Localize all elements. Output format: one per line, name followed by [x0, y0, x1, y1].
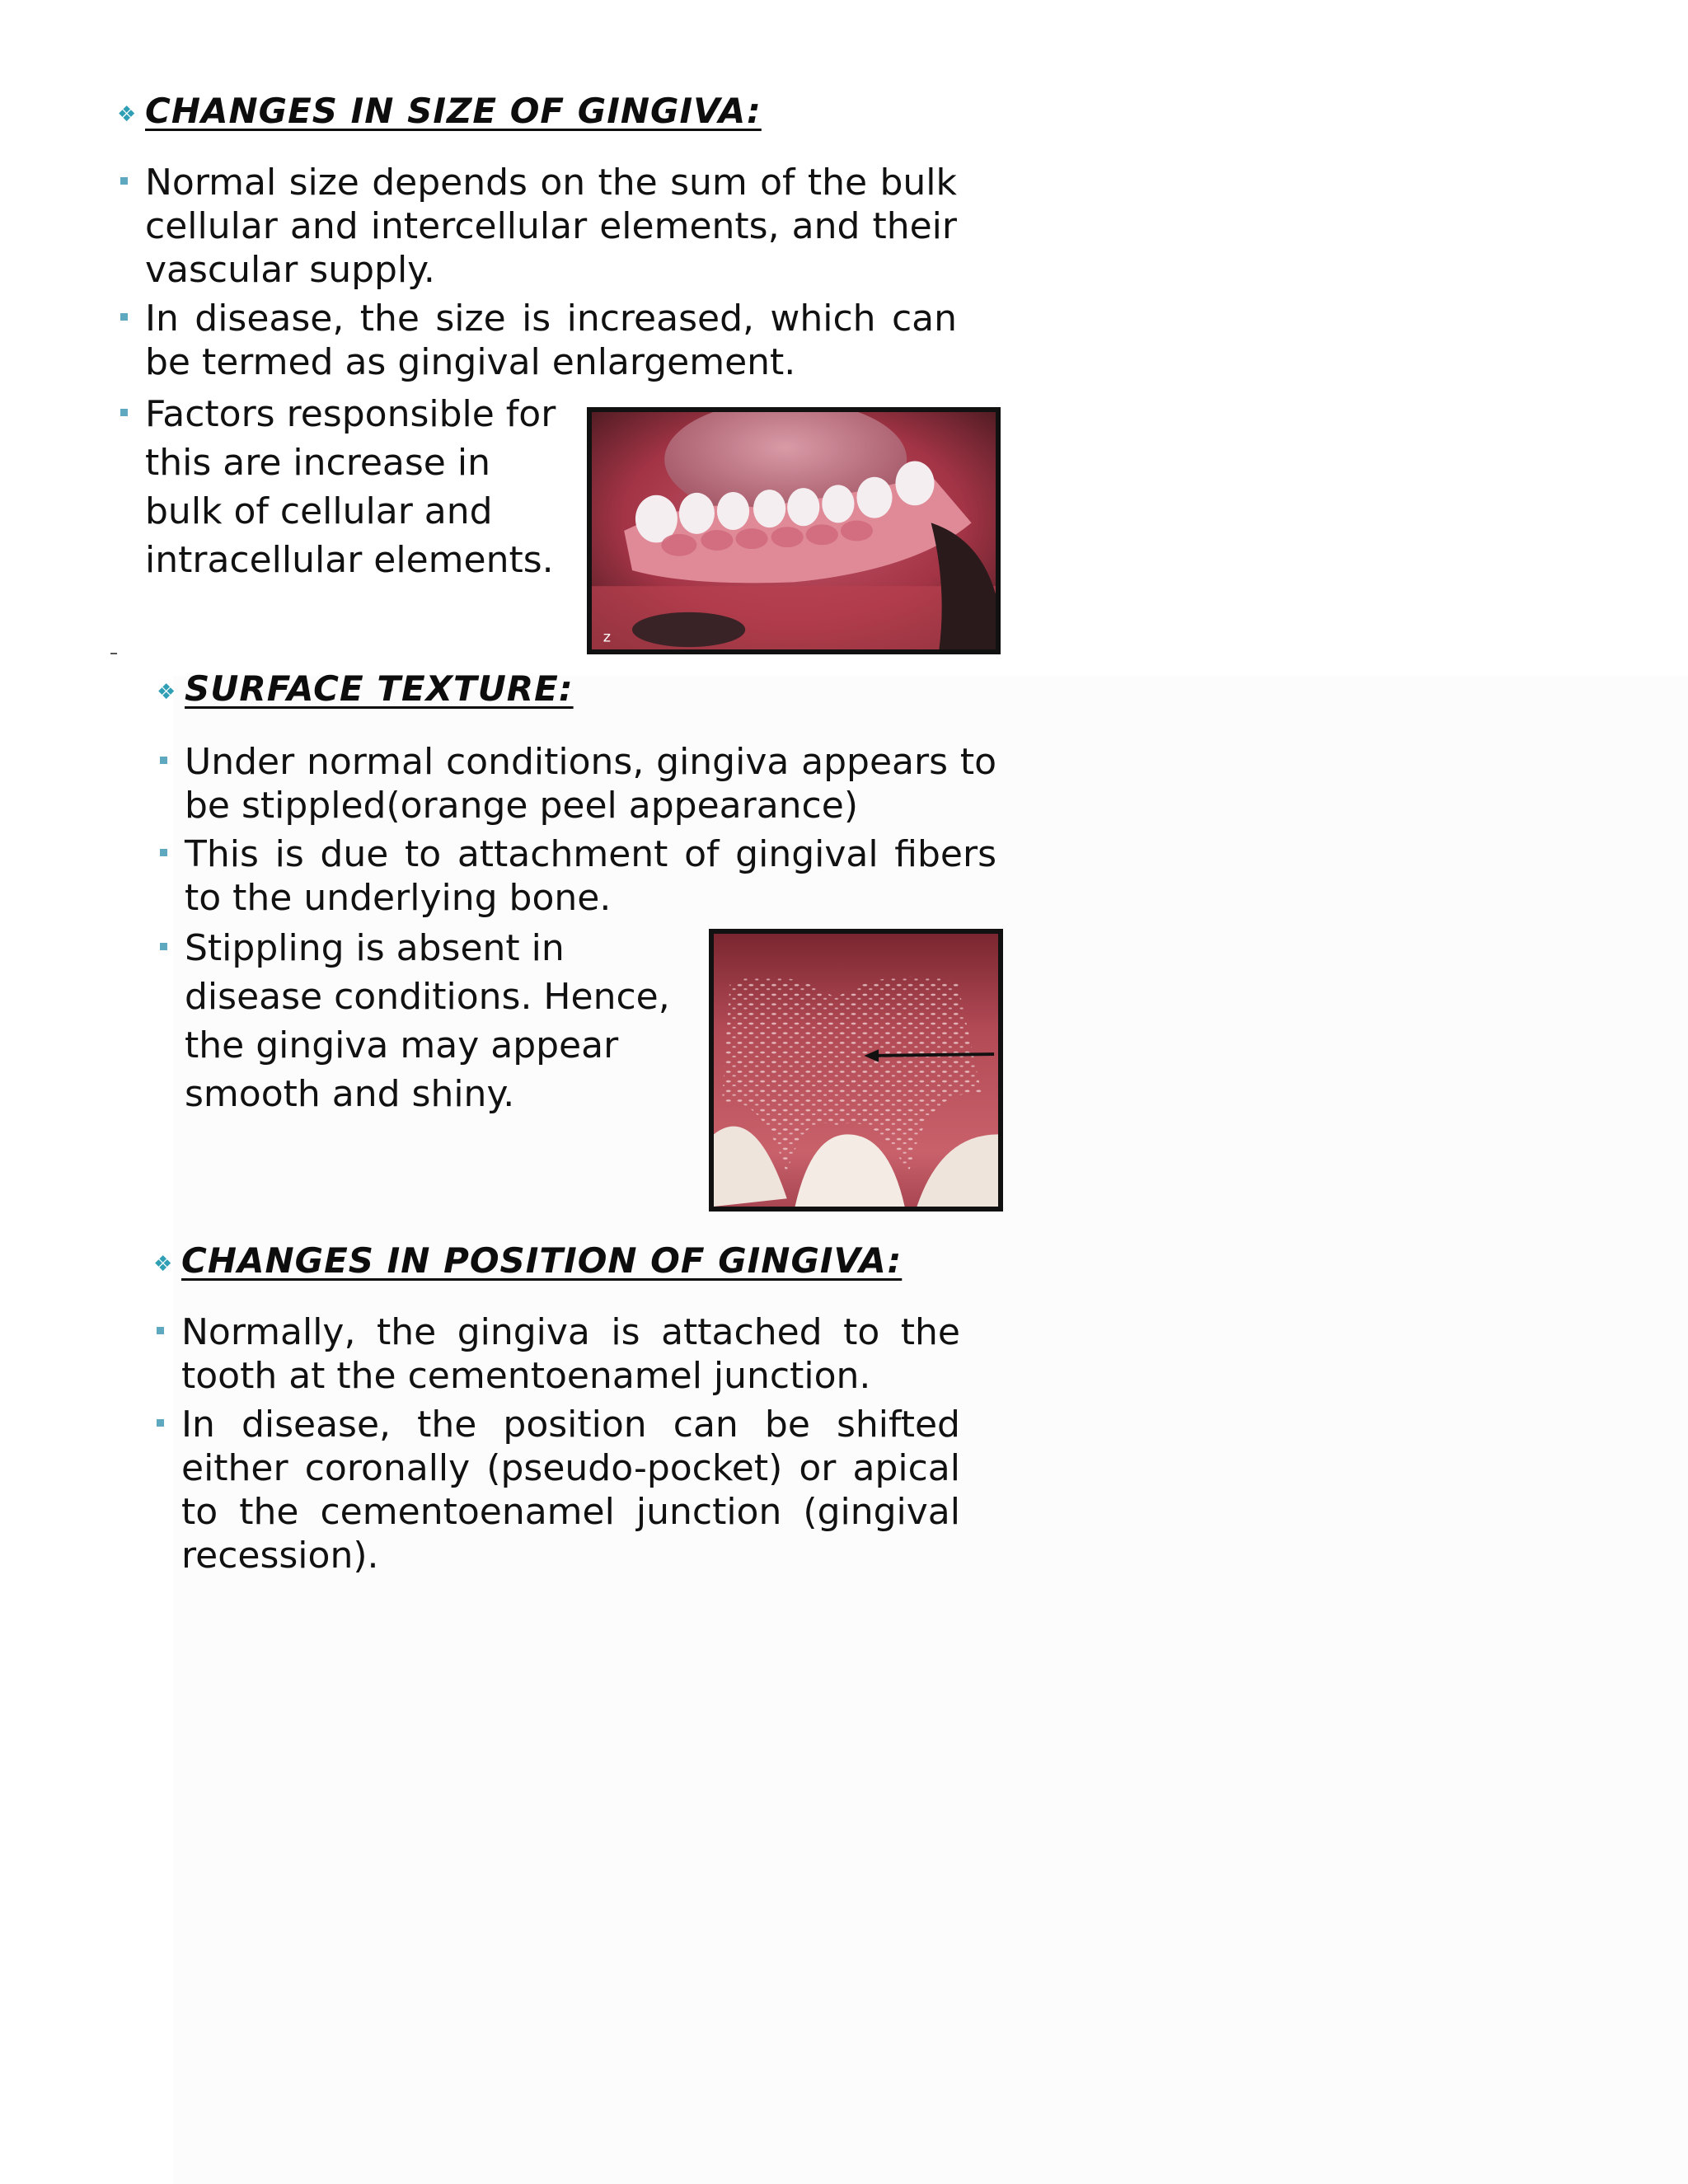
bullet-text: Stippling is absent in disease conditions. Hence, the gingiva may appear smooth and shiny. [185, 927, 670, 1115]
bullet-item [185, 740, 996, 827]
square-bullet-icon [157, 1419, 164, 1427]
bullet-item [145, 390, 565, 584]
gingival-stippling-photo [709, 929, 1003, 1212]
square-bullet-icon [160, 757, 167, 764]
square-bullet-icon [160, 849, 167, 856]
bullet-item [145, 297, 957, 384]
diamond-icon: ❖ [157, 680, 176, 705]
bullet-text: In disease, the size is increased, which can be termed as gingival enlargement. [145, 298, 957, 383]
svg-text:z: z [603, 629, 611, 646]
bullet-text: In disease, the position can be shifted either coronally (pseudo-pocket) or apical to the cementoenamel junction (gingival recession). [181, 1404, 960, 1577]
bullet-item [181, 1310, 960, 1398]
square-bullet-icon [120, 177, 128, 185]
bullet-item [181, 1403, 960, 1577]
square-bullet-icon [157, 1327, 164, 1334]
bullet-item [185, 924, 687, 1118]
section-heading-surface-texture: SURFACE TEXTURE: [185, 668, 574, 709]
diamond-icon: ❖ [117, 102, 137, 127]
gingival-enlargement-photo [587, 407, 1001, 654]
bullet-item [145, 161, 957, 292]
bullet-text: Factors responsible for this are increase in bulk of cellular and intracellular elements. [145, 393, 556, 581]
bullet-text: Under normal conditions, gingiva appears to be stippled(orange peel appearance) [185, 741, 996, 827]
section-heading-size: CHANGES IN SIZE OF GINGIVA: [145, 91, 762, 131]
square-bullet-icon [120, 409, 128, 416]
bullet-text: This is due to attachment of gingival fibers to the underlying bone. [185, 833, 996, 919]
bullet-text: Normally, the gingiva is attached to the tooth at the cementoenamel junction. [181, 1311, 960, 1397]
diamond-icon: ❖ [153, 1252, 173, 1277]
square-bullet-icon [160, 943, 167, 950]
bullet-text: Normal size depends on the sum of the bulk cellular and intercellular elements, and their vascular supply. [145, 162, 957, 291]
bullet-item [185, 832, 996, 920]
stray-mark [110, 653, 117, 654]
square-bullet-icon [120, 313, 128, 321]
section-heading-position: CHANGES IN POSITION OF GINGIVA: [181, 1240, 903, 1281]
